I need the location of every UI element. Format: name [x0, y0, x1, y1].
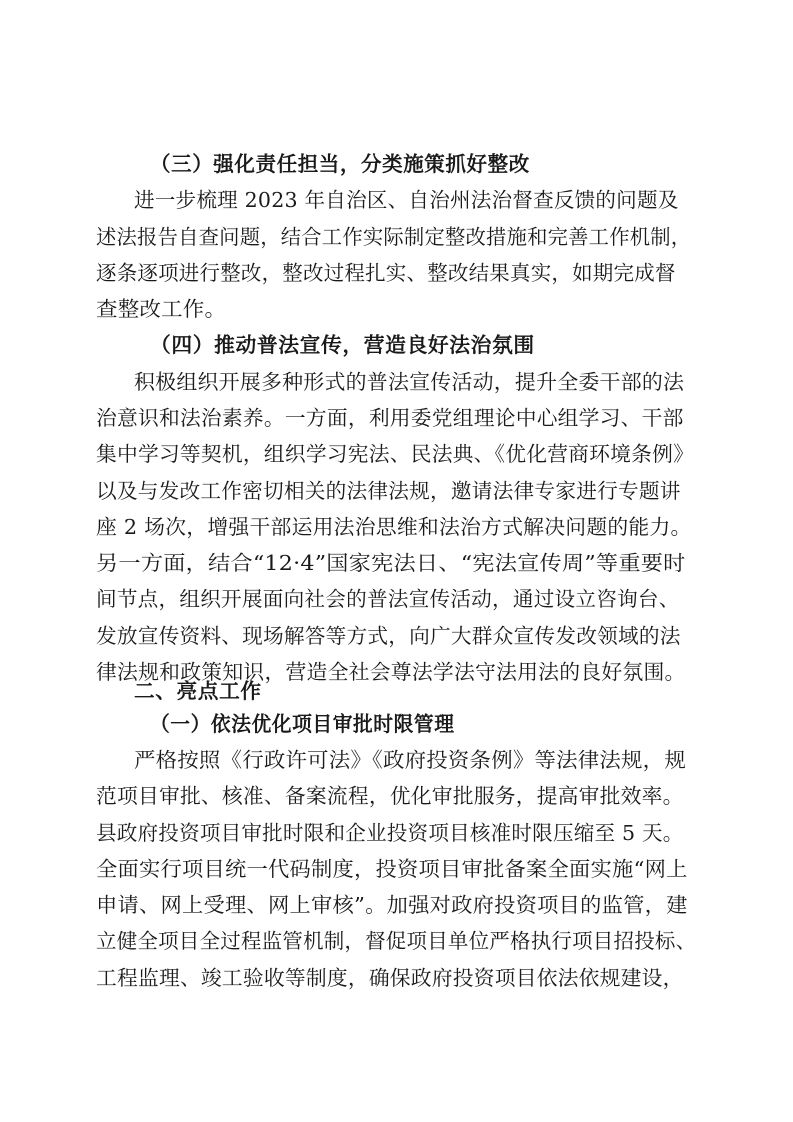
- paragraph-line: 座 2 场次，增强干部运用法治思维和法治方式解决问题的能力。: [96, 515, 692, 539]
- paragraph-line: 述法报告自查问题，结合工作实际制定整改措施和完善工作机制，: [96, 225, 692, 249]
- paragraph-line: 律法规和政策知识，营造全社会尊法学法守法用法的良好氛围。: [96, 660, 686, 684]
- section-heading: 二、亮点工作: [134, 679, 262, 703]
- paragraph-line: 工程监理、竣工验收等制度，确保政府投资项目依法依规建设，: [96, 966, 684, 990]
- paragraph-line: 严格按照《行政许可法》《政府投资条例》等法律法规，规: [134, 748, 686, 772]
- paragraph-line: 间节点，组织开展面向社会的普法宣传活动，通过设立咨询台、: [96, 587, 680, 611]
- paragraph-line: 范项目审批、核准、备案流程，优化审批服务，提高审批效率。: [96, 784, 684, 808]
- paragraph-line: 另一方面，结合“12·4”国家宪法日、“宪法宣传周”等重要时: [96, 551, 686, 575]
- paragraph-line: 申请、网上受理、网上审核”。加强对政府投资项目的监管，建: [96, 893, 688, 917]
- paragraph-line: 逐条逐项进行整改，整改过程扎实、整改结果真实，如期完成督: [96, 261, 676, 285]
- paragraph-line: 集中学习等契机，组织学习宪法、民法典、《优化营商环境条例》: [96, 442, 695, 466]
- section-heading: （一）依法优化项目审批时限管理: [150, 712, 455, 736]
- paragraph-line: 立健全项目全过程监管机制，督促项目单位严格执行项目招投标、: [96, 929, 697, 953]
- paragraph-line: 进一步梳理 2023 年自治区、自治州法治督查反馈的问题及: [134, 188, 679, 212]
- paragraph-line: 以及与发改工作密切相关的法律法规，邀请法律专家进行专题讲: [96, 479, 681, 503]
- paragraph-line: 全面实行项目统一代码制度，投资项目审批备案全面实施“网上: [96, 857, 688, 881]
- paragraph-line: 发放宣传资料、现场解答等方式，向广大群众宣传发改领域的法: [96, 624, 681, 648]
- section-heading: （三）强化责任担当，分类施策抓好整改: [150, 152, 530, 176]
- paragraph-line: 治意识和法治素养。一方面，利用委党组理论中心组学习、干部: [96, 406, 684, 430]
- section-heading: （四）推动普法宣传，营造良好法治氛围: [150, 333, 535, 357]
- paragraph-line: 积极组织开展多种形式的普法宣传活动，提升全委干部的法: [134, 370, 685, 394]
- paragraph-line: 县政府投资项目审批时限和企业投资项目核准时限压缩至 5 天。: [96, 821, 684, 845]
- paragraph-line: 查整改工作。: [96, 297, 227, 321]
